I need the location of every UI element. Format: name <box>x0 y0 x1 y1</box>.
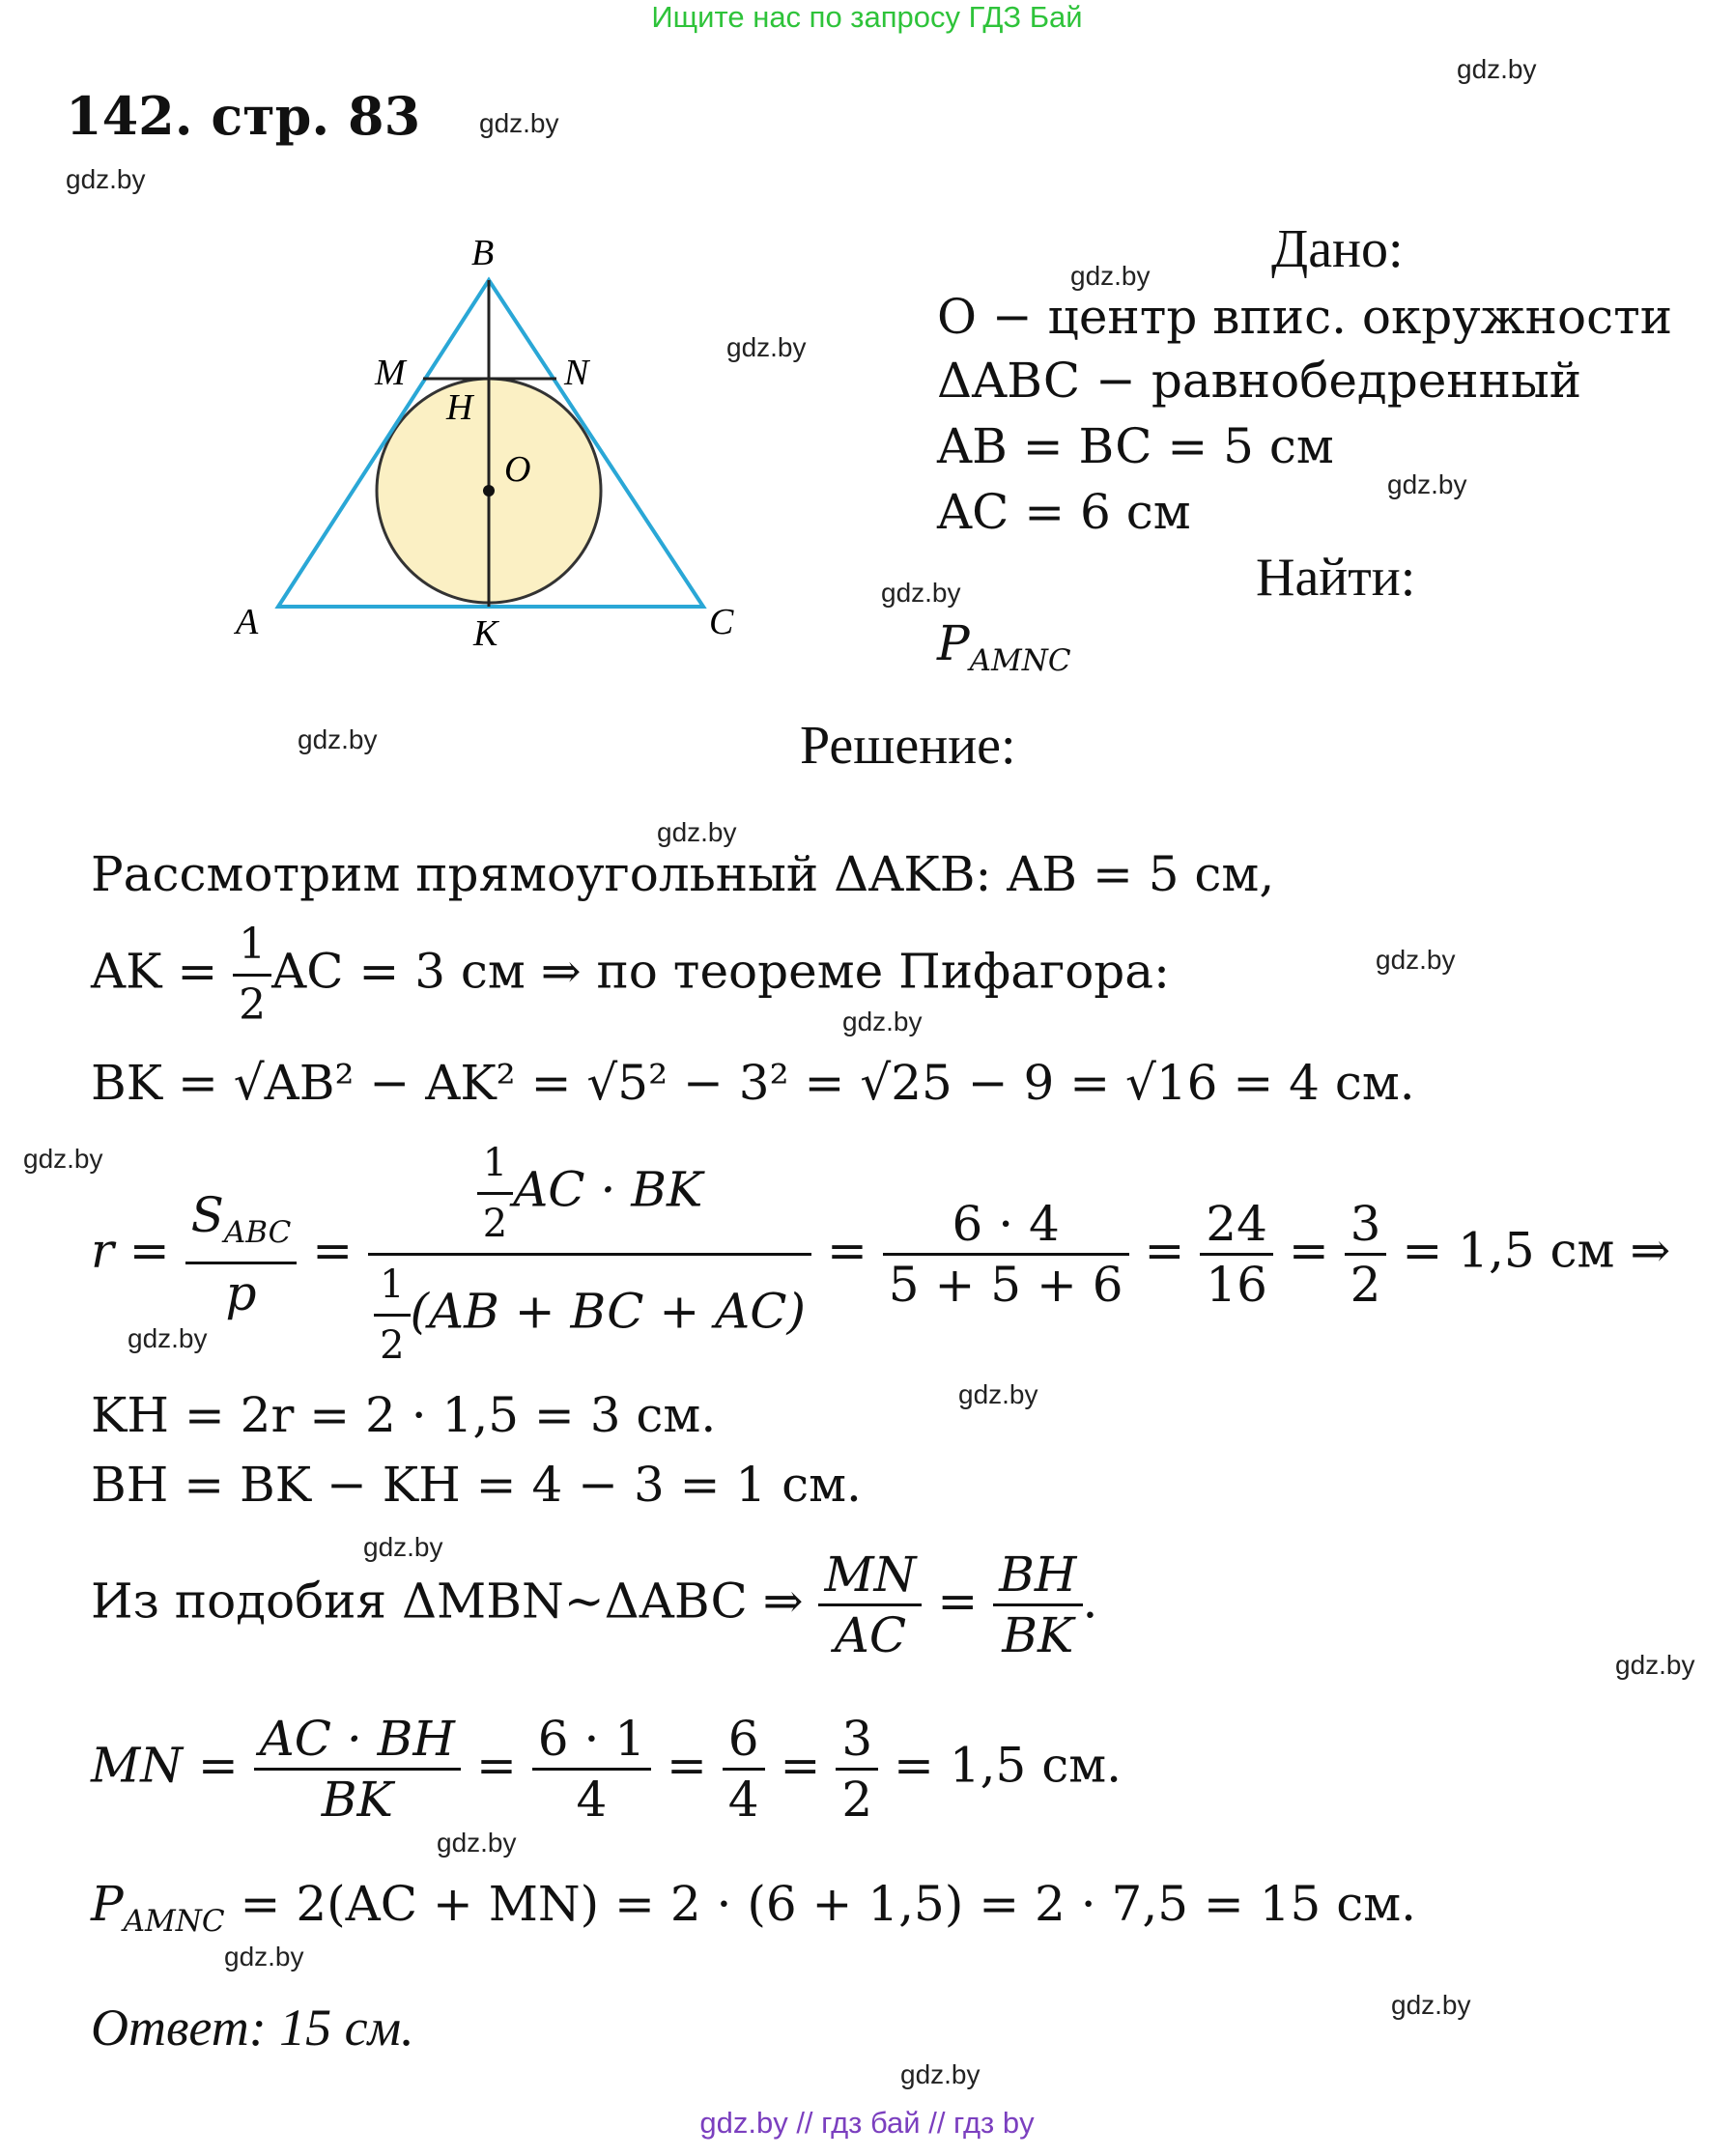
task-title: 142. стр. 83 <box>66 85 421 147</box>
watermark: gdz.by <box>1387 469 1467 499</box>
label-h: H <box>446 387 473 428</box>
half-fraction <box>233 916 271 1035</box>
half-fraction <box>374 1256 410 1375</box>
answer: Ответ: 15 см. <box>91 1999 414 2057</box>
watermark: gdz.by <box>363 1532 443 1562</box>
half-fraction <box>477 1134 513 1253</box>
watermark: gdz.by <box>1457 54 1537 84</box>
perimeter-subscript: AMNC <box>123 1903 225 1939</box>
frac-den: 4 <box>727 1772 759 1828</box>
frac-num: 6 · 4 <box>883 1195 1129 1256</box>
solution-line-3: BK = √AB² − AK² = √5² − 3² = √25 − 9 = √16 = 4 см. <box>91 1055 1415 1111</box>
big-den-rest: (AB + BC + AC) <box>410 1283 807 1340</box>
frac-den: 2 <box>841 1772 873 1828</box>
watermark: gdz.by <box>479 108 559 138</box>
label-n: N <box>564 353 589 393</box>
eq-2: = <box>826 1222 867 1279</box>
big-num-rest: AC · BK <box>513 1161 703 1218</box>
watermark: gdz.by <box>23 1144 103 1174</box>
similarity-text: Из подобия ΔMBN∼ΔABC ⇒ <box>91 1573 804 1630</box>
watermark: gdz.by <box>1391 1990 1471 2020</box>
mn-label: MN = <box>91 1737 239 1794</box>
half-num: 1 <box>477 1134 513 1195</box>
half-den: 2 <box>380 1323 405 1368</box>
mn-result: = 1,5 см. <box>894 1737 1123 1794</box>
eq-3: = <box>1144 1222 1185 1279</box>
watermark: gdz.by <box>437 1828 517 1858</box>
frac-den: 5 + 5 + 6 <box>888 1257 1123 1313</box>
perimeter-rest: = 2(AC + MN) = 2 · (6 + 1,5) = 2 · 7,5 = 15 см. <box>240 1876 1417 1932</box>
triangle-figure <box>222 228 763 672</box>
solution-line-2 <box>91 916 1170 1035</box>
perimeter-p: P <box>91 1876 124 1932</box>
watermark: gdz.by <box>66 164 146 194</box>
eq-c: = <box>780 1737 821 1794</box>
given-line-3: AB = BC = 5 см <box>937 418 1334 474</box>
label-o: O <box>504 449 531 490</box>
fraction-mn-ac <box>818 1546 922 1664</box>
r-label: r = <box>91 1222 170 1279</box>
ak-label: AK = <box>91 943 218 1000</box>
fraction-24-16 <box>1200 1195 1273 1314</box>
r-result: = 1,5 см ⇒ <box>1402 1222 1671 1279</box>
watermark: gdz.by <box>881 578 961 608</box>
given-line-1: O − центр впис. окружности <box>937 289 1673 345</box>
label-k: K <box>473 613 498 654</box>
eq-1: = <box>312 1222 354 1279</box>
watermark: gdz.by <box>224 1942 304 1972</box>
frac-den: 16 <box>1206 1257 1267 1313</box>
frac-num: 3 <box>1345 1195 1387 1256</box>
frac-den: AC <box>834 1607 907 1663</box>
watermark: gdz.by <box>128 1323 208 1353</box>
half-num: 1 <box>233 916 271 977</box>
label-a: A <box>236 602 259 642</box>
eq-4: = <box>1288 1222 1329 1279</box>
half-num: 1 <box>374 1256 410 1317</box>
period: . <box>1082 1573 1098 1630</box>
big-den <box>368 1256 811 1375</box>
watermark: gdz.by <box>1615 1650 1695 1680</box>
fraction-6x4 <box>883 1195 1129 1314</box>
s-abc <box>185 1186 298 1264</box>
half-den: 2 <box>239 980 267 1030</box>
top-banner[interactable]: Ищите нас по запросу ГДЗ Бай <box>651 0 1083 34</box>
watermark: gdz.by <box>958 1379 1038 1409</box>
label-m: M <box>375 353 406 393</box>
eq-b: = <box>666 1737 707 1794</box>
frac-num: MN <box>818 1546 922 1606</box>
frac-den: BK <box>321 1772 393 1828</box>
solution-line-6: BH = BK − KH = 4 − 3 = 1 см. <box>91 1457 862 1513</box>
find-target <box>937 612 1071 692</box>
label-b: B <box>471 233 495 273</box>
eq-sim: = <box>937 1573 979 1630</box>
solution-line-5: KH = 2r = 2 · 1,5 = 3 см. <box>91 1387 717 1443</box>
given-header: Дано: <box>1271 219 1404 279</box>
half-den: 2 <box>482 1202 508 1246</box>
frac-den: BK <box>1002 1607 1074 1663</box>
frac-den: 4 <box>576 1772 608 1828</box>
label-c: C <box>709 602 734 642</box>
given-line-4: AC = 6 см <box>937 484 1191 540</box>
big-fraction <box>368 1134 811 1375</box>
frac-num: BH <box>993 1546 1082 1606</box>
eq-a: = <box>475 1737 517 1794</box>
fraction-bh-bk <box>993 1546 1082 1664</box>
solution-line-1: Рассмотрим прямоугольный ΔAKB: AB = 5 см, <box>91 846 1275 902</box>
bottom-banner[interactable]: gdz.by // гдз бай // гдз by <box>699 2106 1035 2140</box>
frac-num: 6 · 1 <box>532 1710 651 1771</box>
center-o-point <box>483 485 495 496</box>
solution-header: Решение: <box>800 716 1016 776</box>
find-subscript: AMNC <box>969 642 1071 678</box>
s-over-p <box>185 1186 298 1322</box>
watermark: gdz.by <box>298 724 378 754</box>
solution-line-8 <box>91 1710 1122 1829</box>
frac-num: AC · BH <box>254 1710 461 1771</box>
big-num <box>368 1134 811 1256</box>
s-subscript: ABC <box>223 1214 292 1250</box>
watermark: gdz.by <box>842 1007 923 1036</box>
frac-den: 2 <box>1350 1257 1381 1313</box>
frac-num: 3 <box>836 1710 878 1771</box>
fraction-6-4 <box>723 1710 765 1829</box>
watermark: gdz.by <box>657 817 737 847</box>
solution-line-4 <box>91 1134 1670 1375</box>
frac-num: 6 <box>723 1710 765 1771</box>
fraction-3-2 <box>836 1710 878 1829</box>
given-line-2: ΔABC − равнобедренный <box>937 353 1582 409</box>
fraction-6x1-4 <box>532 1710 651 1829</box>
solution-line-7 <box>91 1546 1097 1664</box>
find-p: P <box>937 615 970 671</box>
watermark: gdz.by <box>726 332 807 362</box>
fraction-3-2 <box>1345 1195 1387 1314</box>
watermark: gdz.by <box>1376 945 1456 975</box>
ak-rest: AC = 3 см ⇒ по теореме Пифагора: <box>271 943 1170 1000</box>
s-letter: S <box>190 1187 224 1244</box>
p-letter: p <box>225 1264 257 1321</box>
frac-num: 24 <box>1200 1195 1273 1256</box>
find-header: Найти: <box>1256 548 1416 608</box>
watermark: gdz.by <box>1070 261 1151 291</box>
solution-line-9 <box>91 1876 1416 1939</box>
watermark: gdz.by <box>900 2059 981 2089</box>
fraction-ac-bh-bk <box>254 1710 461 1829</box>
